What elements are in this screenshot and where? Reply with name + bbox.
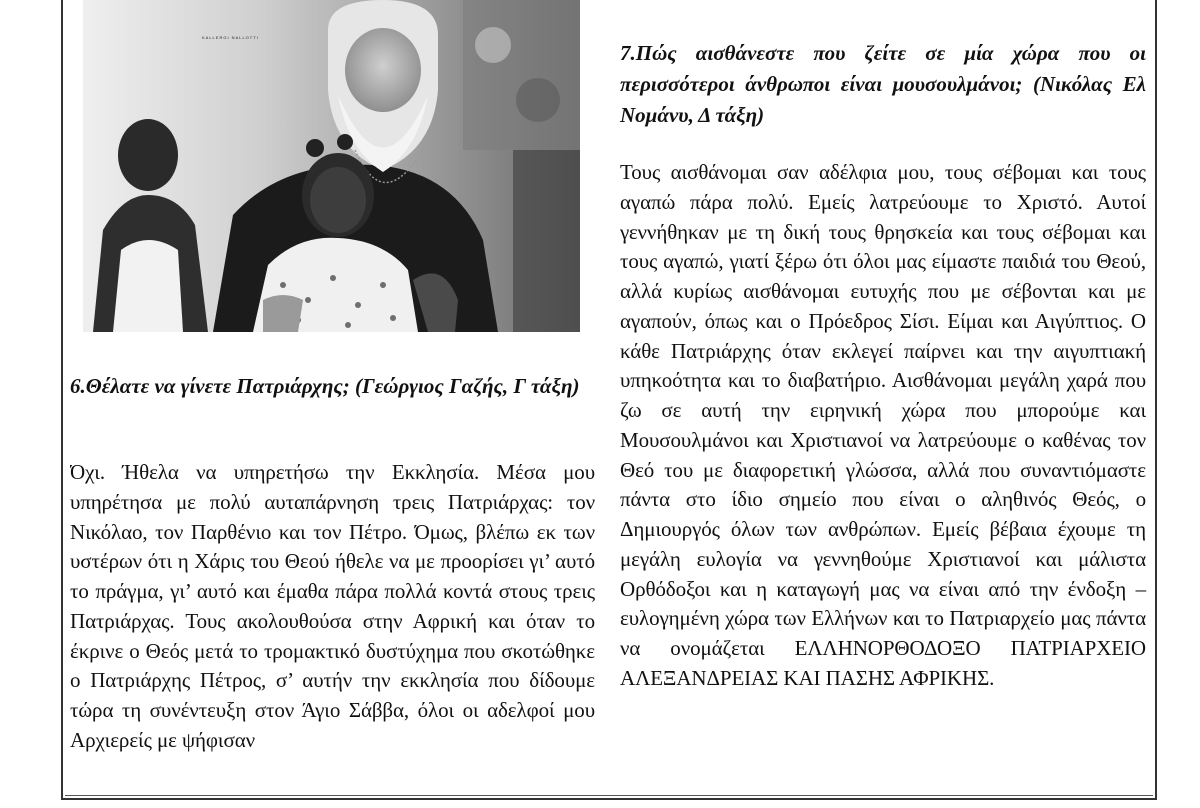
interview-photo <box>83 0 580 332</box>
photo-credit: KALLERGI NALLOTTI <box>202 35 259 40</box>
photo-illustration <box>83 0 580 332</box>
question-7: 7.Πώς αισθάνεστε που ζείτε σε μία χώρα που οι περισσότεροι άνθρωποι είναι μουσουλμάνοι; (Νικόλας Ελ Νομάνυ, Δ τάξη) <box>620 41 1146 127</box>
question-6: 6.Θέλατε να γίνετε Πατριάρχης; (Γεώργιος Γαζής, Γ τάξη) <box>70 374 580 398</box>
answer-7: Τους αισθάνομαι σαν αδέλφια μου, τους σέβομαι και τους αγαπώ πάρα πολύ. Εμείς λατρεύουμε το Χριστό. Αυτοί γεννήθηκαν με τη δική τους θρησκεία και τους σέβομαι και τους αγαπώ, γιατί ξέρω ότι όλοι μας είμαστε παιδιά του Θεού, αλλά κυρίως αισθάνομαι ευτυχής που με σέβονται και με αγαπούν, όπως και ο Πρόεδρος Σίσι. Είμαι και Αιγύπτιος. Ο κάθε Πατριάρχης όταν εκλεγεί παίρνει και την αιγυπτιακή υπηκοότητα και το διαβατήριο. Αισθάνομαι μεγάλη χαρά που ζω σε αυτή την ειρηνική χώρα που μπορούμε και Μουσουλμάνοι και Χριστιανοί να λατρεύουμε ο καθένας τον Θεό του με διαφορετική γλώσσα, αλλά που συναντιόμαστε πάντα στο ίδιο σημείο που είναι ο αληθινός Θεός, ο Δημιουργός όλων των ανθρώπων. Εμείς βέβαια έχουμε τη μεγάλη ευλογία να γεννηθούμε Χριστιανοί και μάλιστα Ορθόδοξοι και η καταγωγή μας να είναι από την ένδοξη – ευλογημένη χώρα των Ελλήνων και το Πατριαρχείο μας πάντα να ονομάζεται ΕΛΛΗΝΟΡΘΟΔΟΞΟ ΠΑΤΡΙΑΡΧΕΙΟ ΑΛΕΞΑΝΔΡΕΙΑΣ ΚΑΙ ΠΑΣΗΣ ΑΦΡΙΚΗΣ. <box>620 160 1146 690</box>
answer-6: Όχι. Ήθελα να υπηρετήσω την Εκκλησία. Μέσα μου υπηρέτησα με πολύ αυταπάρνηση τρεις Πατριάρχας: τον Νικόλαο, τον Παρθένιο και τον Πέτρο. Όμως, βλέπω εκ των υστέρων ότι η Χάρις του Θεού ήθελε να με προορίσει γι’ αυτό το πράγμα, γι’ αυτό και έμαθα πάρα πολλά κοντά στους τρεις Πατριάρχας. Τους ακολουθούσα στην Αφρική και όταν το έκρινε ο Θεός μετά το τρομακτικό δυστύχημα που σκοτώθηκε ο Πατριάρχης Πέτρος, σ’ αυτήν την εκκλησία που δίδουμε τώρα τη συνέντευξη στον Άγιο Σάββα, όλοι οι αδελφοί μου Αρχιερείς με ψήφισαν <box>70 460 595 752</box>
